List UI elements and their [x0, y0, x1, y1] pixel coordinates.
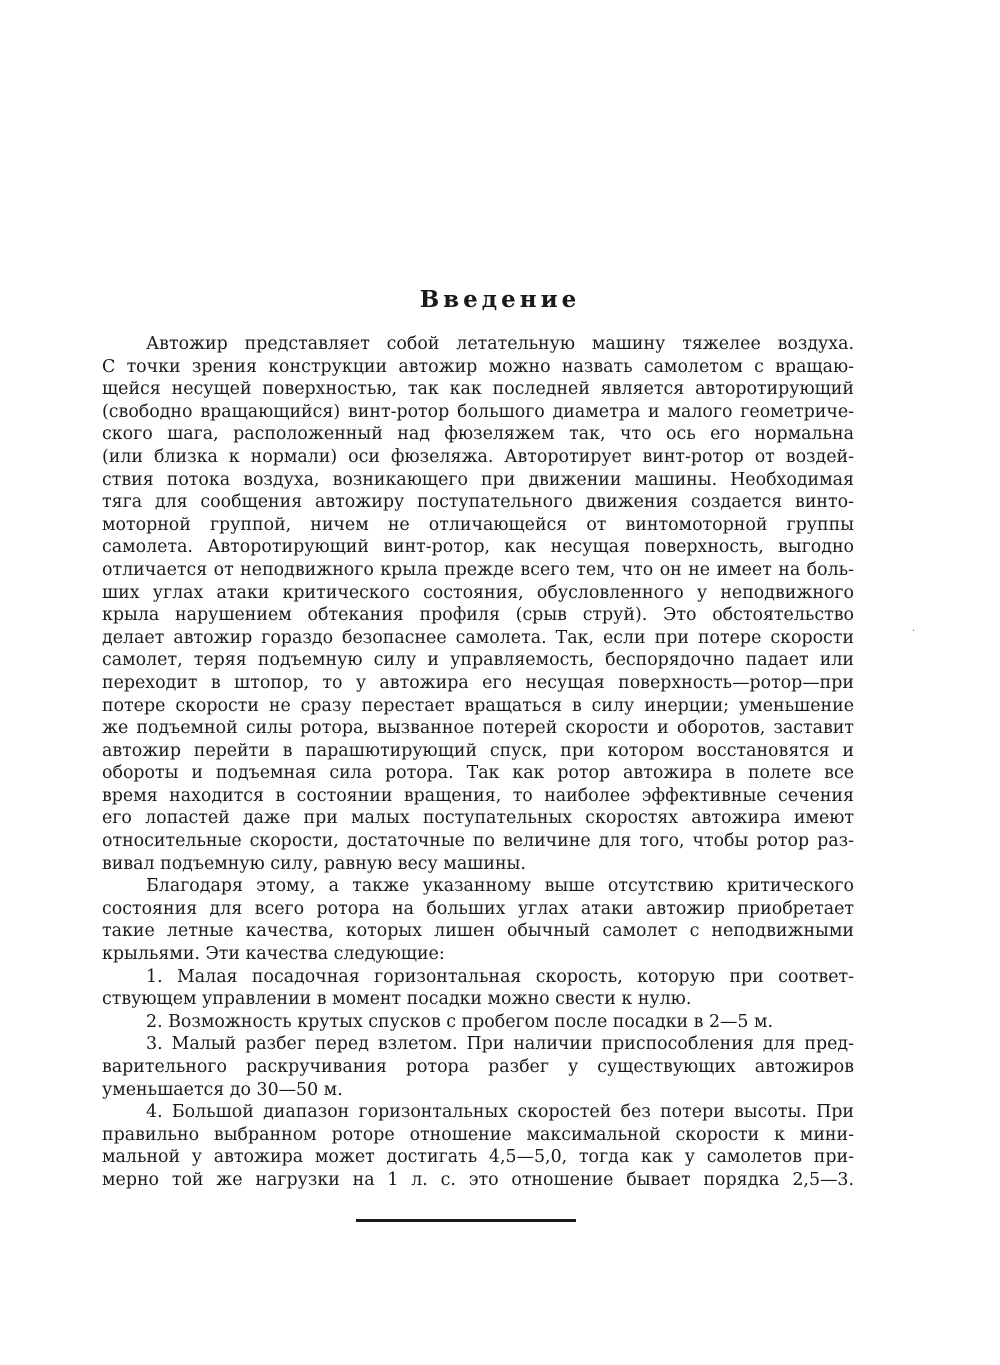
text-line: щейся несущей поверхностью, так как последней является авторотирующий	[102, 379, 854, 400]
text-line: моторной группой, ничем не отличающейся от винтомоторной группы	[102, 514, 854, 535]
text-line: варительного раскручивания ротора разбег у существующих автожиров	[102, 1057, 854, 1077]
text-line: такие летные качества, которых лишен обычный самолет с неподвижными	[102, 921, 854, 942]
text-line: правильно выбранном роторе отношение максимальной скорости к мини-	[102, 1124, 854, 1145]
list-item-3: 3. Малый разбег перед взлетом. При наличии приспособления для пред-	[146, 1034, 854, 1055]
list-item-2: 2. Возможность крутых спусков с пробегом после посадки в 2—5 м.	[146, 1011, 774, 1032]
text-line: тяга для сообщения автожиру поступательного движения создается винто-	[102, 492, 854, 513]
text-line: ших углах атаки критического состояния, обусловленного у неподвижного	[102, 582, 854, 603]
text-line: относительные скорости, достаточные по величине для того, чтобы ротор раз-	[102, 831, 854, 852]
text-line: крыла нарушением обтекания профиля (срыв струй). Это обстоятельство	[102, 605, 854, 626]
text-line: состояния для всего ротора на больших углах атаки автожир приобретает	[102, 898, 854, 919]
text-line: обороты и подъемная сила ротора. Так как ротор автожира в полете все	[102, 763, 854, 784]
margin-mark: ·	[912, 626, 916, 637]
text-line: вивал подъемную силу, равную весу машины.	[102, 853, 526, 874]
text-line: самолет, теряя подъемную силу и управляемость, беспорядочно падает или	[102, 650, 854, 671]
text-line: ствующем управлении в момент посадки можно свести к нулю.	[102, 989, 692, 1010]
text-line: мерно той же нагрузки на 1 л. с. это отношение бывает порядка 2,5—3.	[102, 1169, 854, 1190]
text-line: уменьшается до 30—50 м.	[102, 1079, 343, 1100]
text-line: его лопастей даже при малых поступательных скоростях автожира имеют	[102, 808, 854, 829]
text-line: (свободно вращающийся) винт-ротор большого диаметра и малого геометриче-	[102, 401, 854, 422]
text-line: (или близка к нормали) оси фюзеляжа. Авторотирует винт-ротор от воздей-	[102, 446, 854, 467]
text-line: ского шага, расположенный над фюзеляжем так, что ось его нормальна	[102, 424, 854, 445]
text-line: крыльями. Эти качества следующие:	[102, 944, 445, 965]
text-line: Благодаря этому, а также указанному выше отсутствию критического	[146, 876, 854, 897]
text-line: мальной у автожира может достигать 4,5—5,0, тогда как у самолетов при-	[102, 1147, 854, 1168]
page-title: Введение	[419, 286, 581, 313]
list-item-1: 1. Малая посадочная горизонтальная скорость, которую при соответ-	[146, 966, 854, 987]
text-line: же подъемной силы ротора, вызванное потерей скорости и оборотов, заставит	[102, 718, 854, 739]
text-line: самолета. Авторотирующий винт-ротор, как несущая поверхность, выгодно	[102, 537, 854, 558]
text-line: ствия потока воздуха, возникающего при движении машины. Необходимая	[102, 469, 854, 490]
text-line: Автожир представляет собой летательную машину тяжелее воздуха.	[146, 334, 854, 354]
text-line: отличается от неподвижного крыла прежде всего тем, что он не имеет на боль-	[102, 559, 854, 580]
text-line: переходит в штопор, то у автожира его несущая поверхность—ротор—при	[102, 672, 854, 693]
text-line: потере скорости не сразу перестает вращаться в силу инерции; уменьшение	[102, 695, 854, 716]
text-line: время находится в состоянии вращения, то наиболее эффективные сечения	[102, 785, 854, 806]
list-item-4: 4. Большой диапазон горизонтальных скоростей без потери высоты. При	[146, 1102, 854, 1123]
text-line: делает автожир гораздо безопаснее самолета. Так, если при потере скорости	[102, 627, 854, 648]
text-line: С точки зрения конструкции автожир можно назвать самолетом с вращаю-	[102, 356, 854, 377]
section-divider	[356, 1219, 576, 1222]
body-text	[102, 333, 854, 1192]
text-line: автожир перейти в парашютирующий спуск, при котором восстановятся и	[102, 740, 854, 761]
